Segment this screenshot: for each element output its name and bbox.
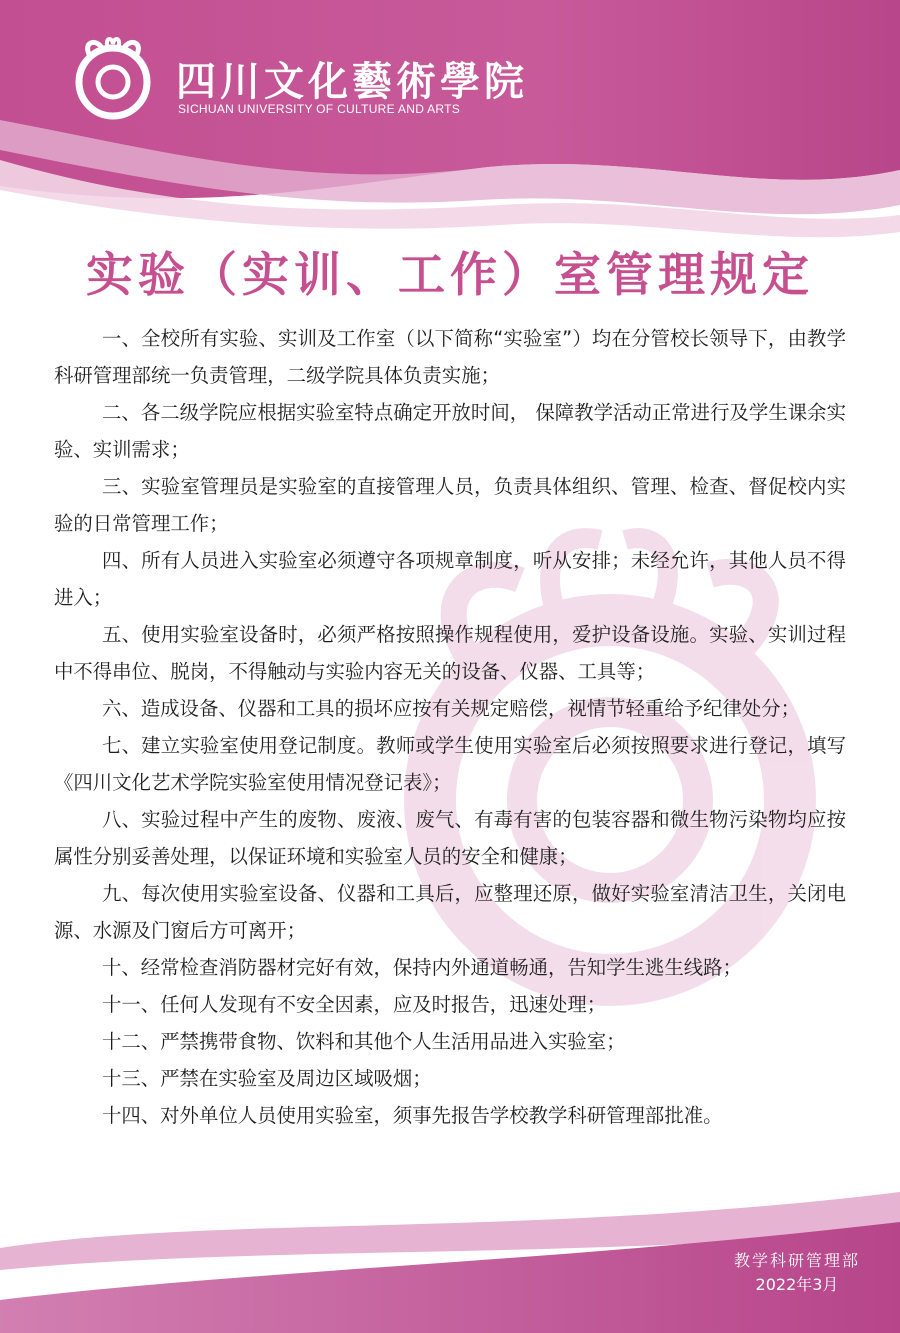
school-logo [68,34,158,124]
rule-item: 一、全校所有实验、实训及工作室（以下简称“实验室”）均在分管校长领导下，由教学科研管理部统一负责管理，二级学院具体负责实施； [54,327,846,387]
rule-item: 九、每次使用实验室设备、仪器和工具后，应整理还原，做好实验室清洁卫生，关闭电源、水源及门窗后方可离开； [54,882,846,942]
rule-item: 三、实验室管理员是实验室的直接管理人员，负责具体组织、管理、检查、督促校内实验的日常管理工作； [54,475,846,535]
rules-list [54,320,846,1134]
rule-item: 七、建立实验室使用登记制度。教师或学生使用实验室后必须按照要求进行登记，填写《四川文化艺术学院实验室使用情况登记表》； [54,734,846,794]
issuing-department: 教学科研管理部 [733,1251,860,1270]
rule-item: 四、所有人员进入实验室必须遵守各项规章制度，听从安排；未经允许，其他人员不得进入； [54,549,846,609]
rule-item: 二、各二级学院应根据实验室特点确定开放时间， 保障教学活动正常进行及学生课余实验、实训需求； [54,401,846,461]
page-title: 实验（实训、工作）室管理规定 [86,248,814,303]
rule-item: 五、使用实验室设备时，必须严格按照操作规程使用，爱护设备设施。实验、实训过程中不得串位、脱岗，不得触动与实验内容无关的设备、仪器、工具等； [54,623,846,683]
rule-item: 十四、对外单位人员使用实验室，须事先报告学校教学科研管理部批准。 [102,1104,723,1127]
rule-item: 十一、任何人发现有不安全因素，应及时报告，迅速处理； [102,993,607,1016]
rule-item: 六、造成设备、仪器和工具的损坏应按有关规定赔偿，视情节轻重给予纪律处分； [102,697,801,720]
school-flower-emblem-icon [68,34,158,124]
school-name-english: SICHUAN UNIVERSITY OF CULTURE AND ARTS [178,102,461,116]
rule-item: 十、经常检查消防器材完好有效，保持内外通道畅通，告知学生逃生线路； [102,956,742,979]
school-name-chinese: 四川文化藝術學院 [176,58,528,105]
rule-item: 八、实验过程中产生的废物、废液、废气、有毒有害的包装容器和微生物污染物均应按属性分别妥善处理，以保证环境和实验室人员的安全和健康； [54,808,846,868]
rule-item: 十二、严禁携带食物、饮料和其他个人生活用品进入实验室； [102,1030,626,1053]
footer-signature [734,1249,860,1297]
issue-date: 2022年3月 [755,1275,839,1294]
rule-item: 十三、严禁在实验室及周边区域吸烟； [102,1067,432,1090]
